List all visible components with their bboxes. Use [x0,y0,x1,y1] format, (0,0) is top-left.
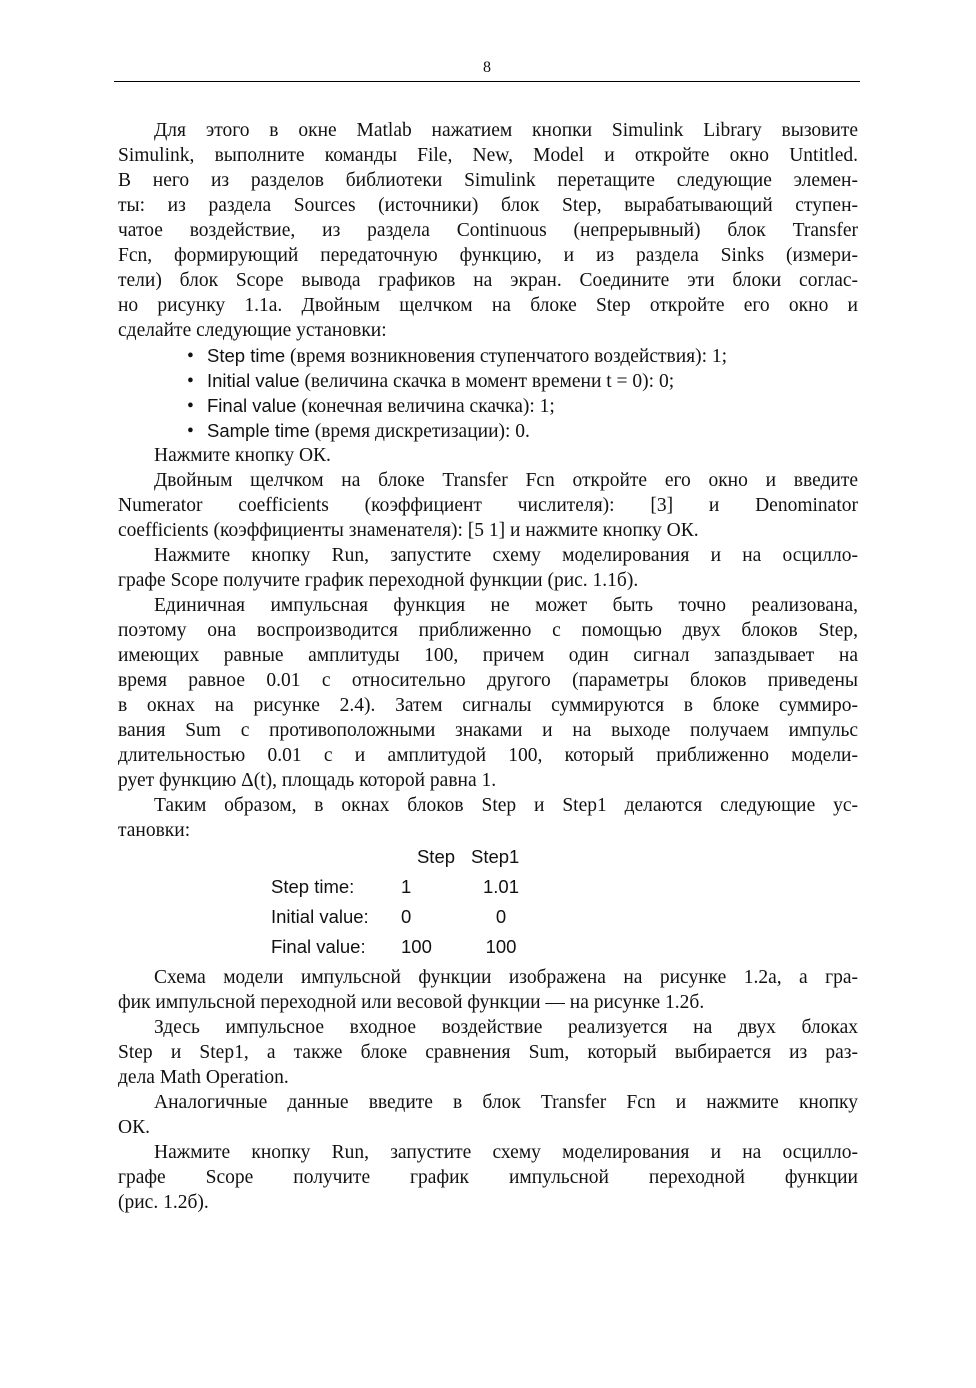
bullet-icon: • [187,346,194,367]
text-line: Здесь импульсное входное воздействие реализуется на двух блоках [154,1017,858,1038]
bullet-term: Final value [207,395,297,416]
table-cell: Final value: [271,936,366,957]
settings-table [271,842,531,962]
bullet-term: Sample time [207,420,310,441]
text-line: время равное 0.01 с относительно другого (параметры блоков приведены [118,670,858,691]
text-line: Для этого в окне Matlab нажатием кнопки Simulink Library вызовите [154,120,858,141]
page-number: 8 [483,59,491,76]
text-line: coefficients (коэффициенты знаменателя): [5 1] и нажмите кнопку ОК. [118,520,699,541]
table-header-cell: Step [416,846,456,867]
text-line: тели) блок Scope вывода графиков на экран. Соедините эти блоки соглас- [118,270,858,291]
paragraph [118,1015,858,1090]
paragraph [118,1140,858,1215]
paragraph [118,793,858,843]
bullet-icon: • [187,396,194,417]
text-line: Numerator coefficients (коэффициент числителя): [3] и Denominator [118,495,858,516]
bullet-text: (время дискретизации): 0. [309,421,530,442]
table-header-row [271,842,531,872]
text-line: тановки: [118,820,191,841]
table-cell: 0 [495,906,507,927]
text-line: Нажмите кнопку ОК. [154,445,331,466]
table-cell: Initial value: [271,906,369,927]
table-cell: 1.01 [482,876,519,897]
table-cell: 0 [401,906,412,927]
table-header-cell: Step1 [471,846,520,867]
table-row [271,932,531,962]
bullet-list [118,343,858,443]
text-line: Нажмите кнопку Run, запустите схему моделирования и на осцилло- [154,1142,858,1163]
text-line: дела Math Operation. [118,1067,289,1088]
text-line: графе Scope получите график импульсной переходной функции [118,1167,858,1188]
bullet-item [118,418,858,443]
text-line: в окнах на рисунке 2.4). Затем сигналы суммируются в блоке суммиро- [118,695,858,716]
text-line: имеющих равные амплитуды 100, причем один сигнал запаздывает на [118,645,858,666]
bullet-text: (величина скачка в момент времени t = 0): 0; [299,371,675,392]
settings-table-wrap [118,842,858,962]
text-line: вания Sum с противоположными знаками и на выходе получаем импульс [118,720,858,741]
header-rule [114,81,860,82]
bullet-text: (время возникновения ступенчатого воздействия): 1; [285,346,728,367]
text-line: Step и Step1, а также блоке сравнения Sum, который выбирается из раз- [118,1042,858,1063]
bullet-text: (конечная величина скачка): 1; [296,396,555,417]
bullet-term: Step time [207,345,286,366]
text-line: ОК. [118,1117,150,1138]
text-line: Единичная импульсная функция не может быть точно реализована, [154,595,858,616]
text-line: графе Scope получите график переходной функции (рис. 1.1б). [118,570,639,591]
bullet-item [118,368,858,393]
text-line: чатое воздействие, из раздела Continuous (непрерывный) блок Transfer [118,220,858,241]
table-row [271,872,531,902]
text-line: длительностью 0.01 с и амплитудой 100, который приближенно модели- [118,745,858,766]
paragraph [118,965,858,1015]
paragraph [118,1090,858,1140]
text-line: Таким образом, в окнах блоков Step и Step1 делаются следующие ус- [154,795,858,816]
text-line: поэтому она воспроизводится приближенно с помощью двух блоков Step, [118,620,858,641]
page-body [118,118,858,1215]
table-cell: 100 [401,936,432,957]
paragraph [118,593,858,793]
text-line: Схема модели импульсной функции изображена на рисунке 1.2а, а гра- [154,967,858,988]
text-line: Нажмите кнопку Run, запустите схему моделирования и на осцилло- [154,545,858,566]
paragraph [118,443,858,468]
text-line: Двойным щелчком на блоке Transfer Fcn откройте его окно и введите [154,470,858,491]
paragraph [118,118,858,343]
bullet-icon: • [187,371,194,392]
table-row [271,902,531,932]
table-cell: 100 [485,936,517,957]
table-cell: 1 [401,876,412,897]
table-cell: Step time: [271,876,355,897]
text-line: (рис. 1.2б). [118,1192,209,1213]
text-line: ты: из раздела Sources (источники) блок Step, вырабатывающий ступен- [118,195,858,216]
paragraph [118,543,858,593]
text-line: Simulink, выполните команды File, New, Model и откройте окно Untitled. [118,145,858,166]
bullet-term: Initial value [207,370,300,391]
text-line: рует функцию Δ(t), площадь которой равна 1. [118,770,497,791]
text-line: но рисунку 1.1а. Двойным щелчком на блоке Step откройте его окно и [118,295,858,316]
bullet-item [118,393,858,418]
text-line: фик импульсной переходной или весовой функции — на рисунке 1.2б. [118,992,705,1013]
text-line: Fcn, формирующий передаточную функцию, и из раздела Sinks (измери- [118,245,858,266]
paragraph [118,468,858,543]
text-line: сделайте следующие установки: [118,320,387,341]
bullet-icon: • [187,421,194,442]
bullet-item [118,343,858,368]
table-header-cell [271,842,401,872]
text-line: В него из разделов библиотеки Simulink перетащите следующие элемен- [118,170,858,191]
text-line: Аналогичные данные введите в блок Transfer Fcn и нажмите кнопку [154,1092,858,1113]
